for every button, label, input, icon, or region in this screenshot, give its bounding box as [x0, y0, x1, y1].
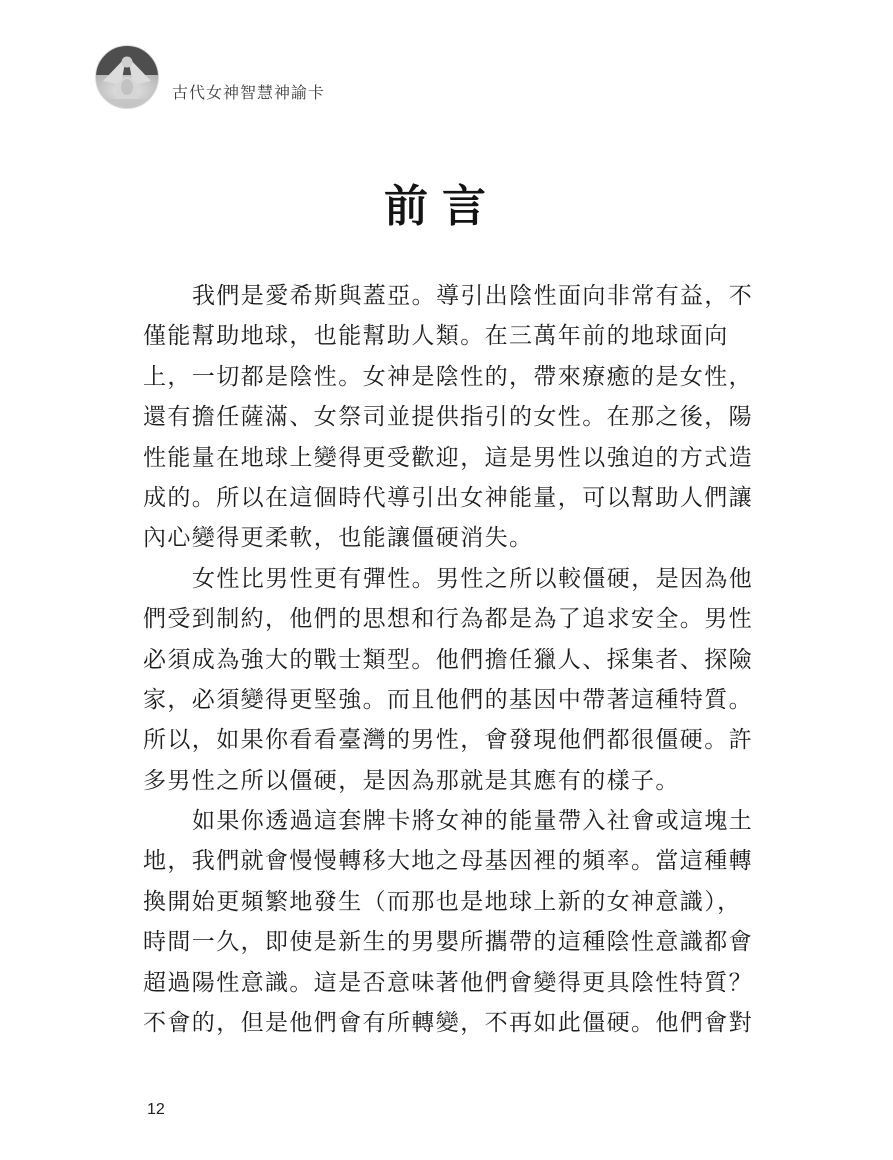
angel-logo-icon [95, 45, 159, 109]
text-line: 成的。所以在這個時代導引出女神能量，可以幫助人們讓 [143, 484, 753, 510]
text-line: 性能量在地球上變得更受歡迎，這是男性以強迫的方式造 [143, 444, 753, 470]
text-line: 們受到制約，他們的思想和行為都是為了追求安全。男性 [143, 606, 753, 632]
text-line: 內心變得更柔軟，也能讓僵硬消失。 [143, 525, 534, 551]
text-line: 還有擔任薩滿、女祭司並提供指引的女性。在那之後，陽 [143, 404, 753, 430]
page-number: 12 [147, 1101, 165, 1118]
text-line: 僅能幫助地球，也能幫助人類。在三萬年前的地球面向 [143, 323, 729, 349]
text-line: 家，必須變得更堅強。而且他們的基因中帶著這種特質。 [143, 686, 753, 712]
text-line: 時間一久，即使是新生的男嬰所攜帶的這種陰性意識都會 [143, 929, 753, 955]
text-line: 必須成為強大的戰士類型。他們擔任獵人、採集者、探險 [143, 646, 753, 672]
text-line: 如果你透過這套牌卡將女神的能量帶入社會或這塊土 [192, 808, 754, 834]
text-line: 換開始更頻繁地發生（而那也是地球上新的女神意識）， [143, 888, 742, 914]
text-line: 我們是愛希斯與蓋亞。導引出陰性面向非常有益，不 [192, 283, 754, 308]
text-line: 上，一切都是陰性。女神是陰性的，帶來療癒的是女性， [143, 363, 753, 389]
text-line: 多男性之所以僵硬，是因為那就是其應有的樣子。 [143, 767, 680, 793]
page-header [95, 45, 325, 109]
text-line: 地，我們就會慢慢轉移大地之母基因裡的頻率。當這種轉 [143, 848, 753, 874]
text-line: 不會的，但是他們會有所轉變，不再如此僵硬。他們會對 [143, 1010, 753, 1036]
text-line: 所以，如果你看看臺灣的男性，會發現他們都很僵硬。許 [143, 727, 753, 753]
body-text [143, 276, 753, 1043]
chapter-title: 前言 [384, 182, 500, 231]
series-title: 古代女神智慧神諭卡 [172, 85, 326, 102]
text-line: 超過陽性意識。這是否意味著他們會變得更具陰性特質？ [143, 969, 753, 995]
text-line: 女性比男性更有彈性。男性之所以較僵硬，是因為他 [192, 565, 754, 591]
